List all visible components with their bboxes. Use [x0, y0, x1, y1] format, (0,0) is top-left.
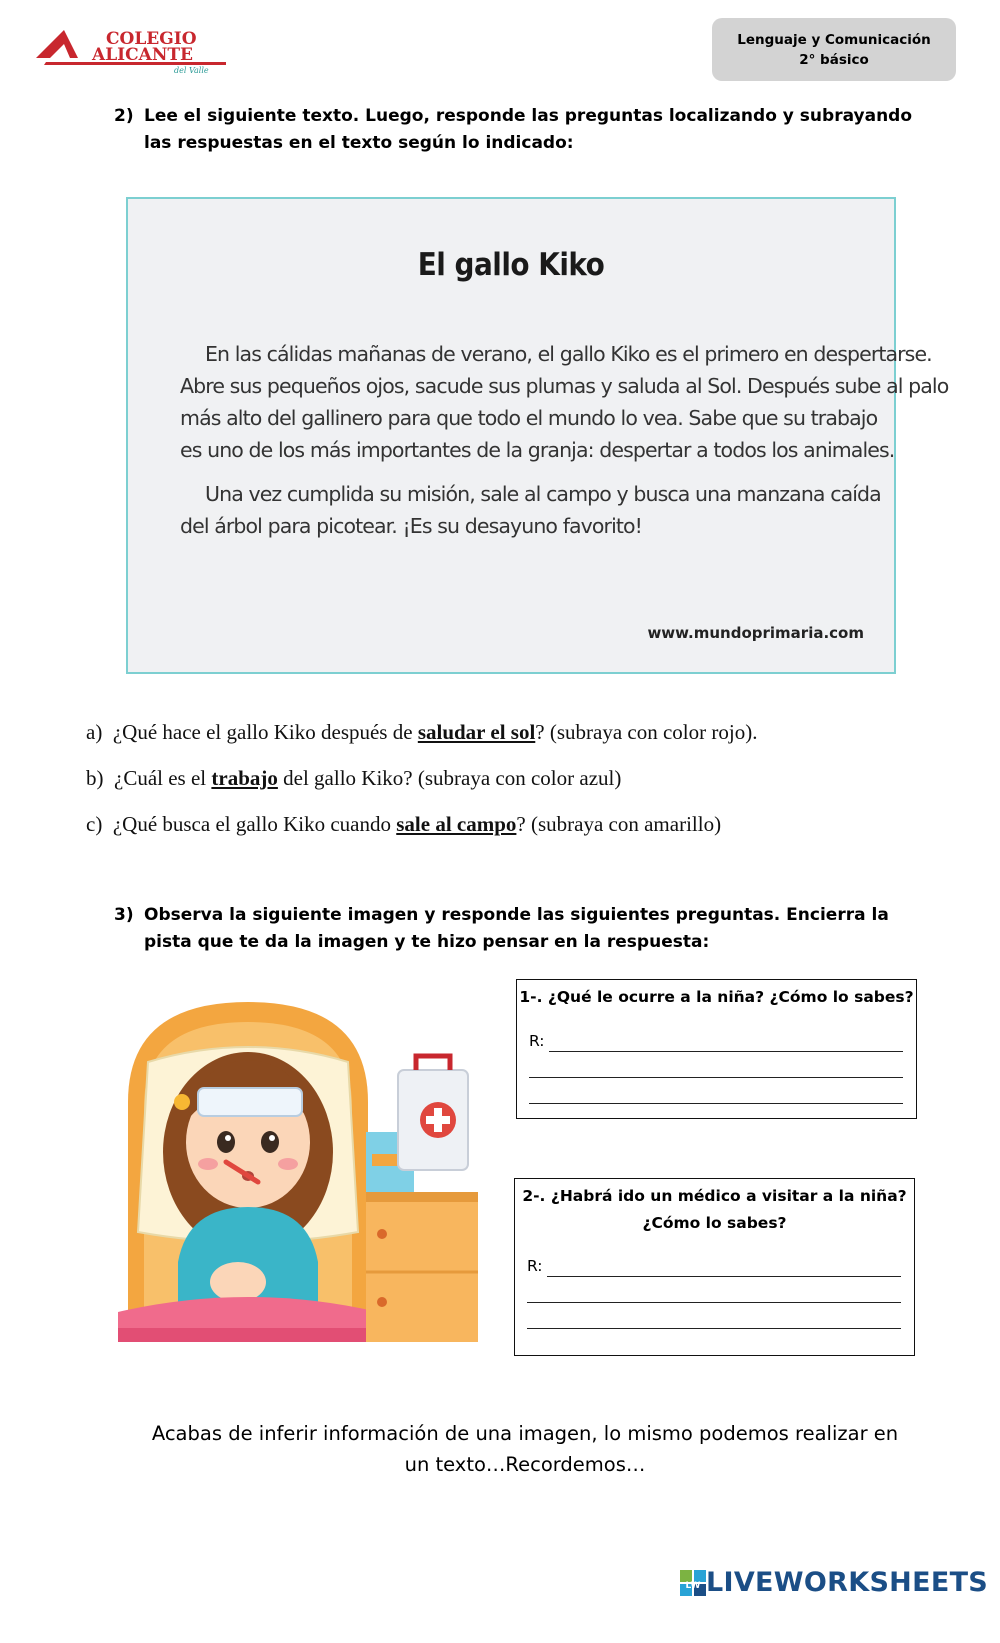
question-text: del gallo Kiko? (subraya con color azul) [277, 766, 622, 790]
section3-instruction [114, 902, 924, 956]
question-b [86, 766, 621, 791]
section2-number: 2) [114, 106, 134, 126]
answer-line[interactable] [529, 1077, 903, 1078]
answer-label: R: [529, 1032, 545, 1050]
logo-name: COLEGIO [106, 29, 197, 49]
question-c [86, 812, 721, 837]
reading-passage-box [126, 197, 949, 674]
question-keyword: saludar el sol [417, 720, 536, 744]
subject-label: Lenguaje y Comunicación [737, 31, 931, 48]
question-text: ? (subraya con color rojo). [535, 720, 758, 744]
answer-box-2 [514, 1178, 915, 1356]
question-text: ¿Cuál es el [114, 766, 212, 790]
question-text: ? (subraya con amarillo) [516, 812, 722, 836]
section2-text: Lee el siguiente texto. Luego, responde las preguntas localizando y subrayando las respuestas en el texto según lo indicado: [144, 106, 913, 153]
reading-line: Una vez cumplida su misión, sale al campo y busca una manzana caída [205, 482, 881, 506]
answer-box-question: ¿Cómo lo sabes? [642, 1214, 787, 1232]
reading-line: En las cálidas mañanas de verano, el gallo Kiko es el primero en despertarse. [205, 342, 932, 366]
reading-source: www.mundoprimaria.com [647, 624, 864, 642]
section3-text: Observa la siguiente imagen y responde las siguientes preguntas. Encierra la pista que te da la imagen y te hizo pensar en la respuesta: [144, 905, 889, 952]
question-a [86, 720, 757, 745]
closing-text [140, 1418, 910, 1480]
reading-line: es uno de los más importantes de la granja: despertar a todos los animales. [180, 438, 895, 462]
question-label: c) [86, 812, 103, 836]
question-text: ¿Qué busca el gallo Kiko cuando [112, 812, 397, 836]
sick-girl-image [108, 982, 484, 1362]
reading-title: El gallo Kiko [417, 247, 605, 283]
logo-graphic [34, 24, 234, 74]
course-info-box [712, 18, 956, 81]
answer-line[interactable] [529, 1103, 903, 1104]
sick-girl-illustration [108, 982, 484, 1362]
question-text: ¿Qué hace el gallo Kiko después de [112, 720, 418, 744]
question-keyword: sale al campo [396, 812, 517, 836]
closing-line: un texto…Recordemos… [404, 1453, 646, 1476]
answer-label: R: [527, 1257, 543, 1275]
answer-line[interactable] [549, 1051, 903, 1052]
answer-box-question: 2-. ¿Habrá ido un médico a visitar a la niña? [522, 1187, 907, 1205]
closing-line: Acabas de inferir información de una imagen, lo mismo podemos realizar en [151, 1422, 899, 1445]
section2-instruction [114, 103, 924, 157]
answer-line[interactable] [527, 1328, 901, 1329]
reading-line: más alto del gallinero para que todo el mundo lo vea. Sabe que su trabajo [180, 406, 878, 430]
section3-number: 3) [114, 905, 134, 925]
school-logo [34, 24, 234, 74]
answer-box-1 [516, 979, 917, 1119]
reading-line: Abre sus pequeños ojos, sacude sus plumas y saluda al Sol. Después sube al palo [180, 374, 949, 398]
question-label: b) [86, 766, 104, 790]
grade-label: 2° básico [799, 51, 869, 68]
liveworksheets-brand: LIVEWORKSHEETS [706, 1567, 989, 1598]
answer-box-question: 1-. ¿Qué le ocurre a la niña? ¿Cómo lo sabes? [519, 988, 914, 1006]
question-keyword: trabajo [211, 766, 278, 790]
footer-badge: LW [685, 1580, 701, 1591]
logo-sub: del Valle [174, 66, 209, 74]
answer-line[interactable] [527, 1302, 901, 1303]
liveworksheets-logo-icon [680, 1570, 706, 1596]
answer-line[interactable] [547, 1276, 901, 1277]
question-label: a) [86, 720, 103, 744]
reading-line: del árbol para picotear. ¡Es su desayuno favorito! [180, 514, 642, 538]
liveworksheets-footer [680, 1567, 988, 1598]
logo-name2: ALICANTE [92, 45, 193, 65]
